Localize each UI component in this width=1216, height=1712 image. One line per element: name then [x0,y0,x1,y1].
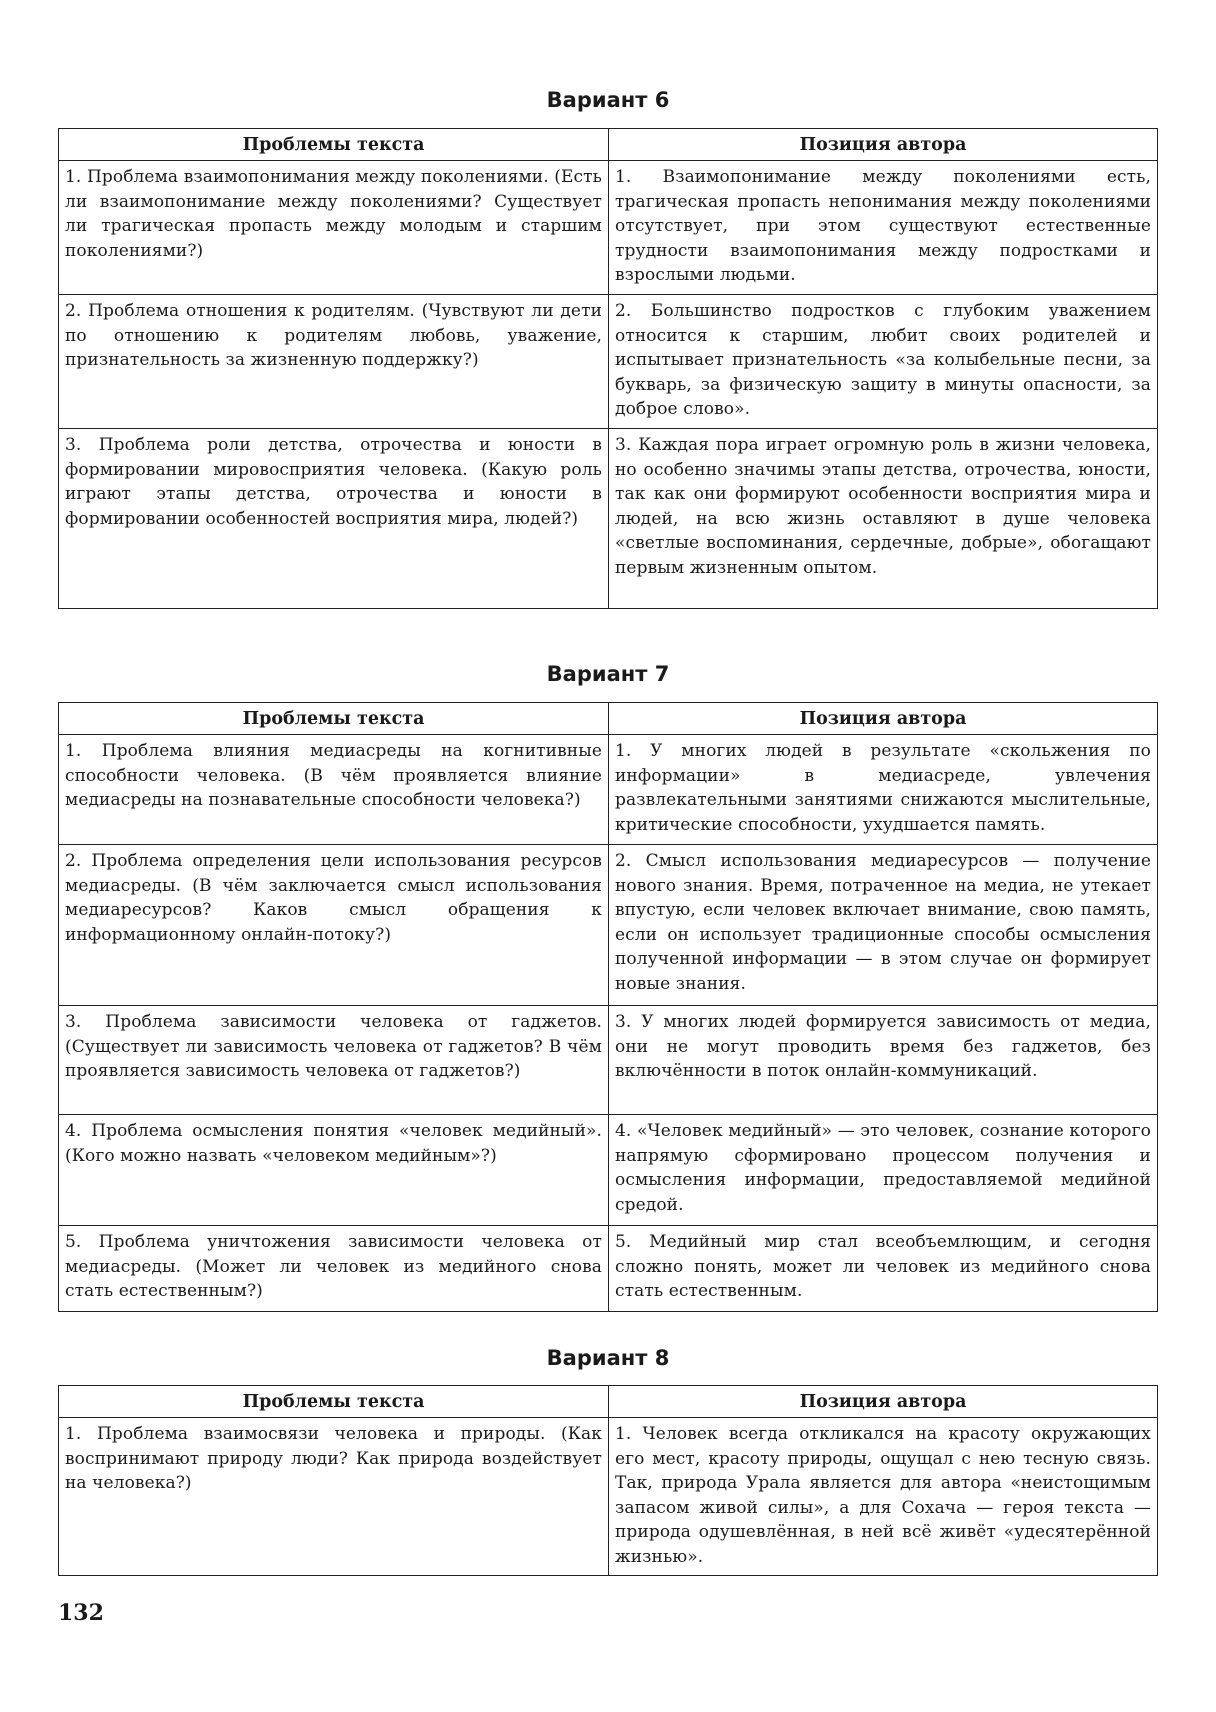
variant-8-title: Вариант 8 [546,1346,670,1370]
position-cell: 1. Человек всегда откликался на красоту окружающих его мест, красоту природы, ощущал с нею тесную связь. Так, природа Урала является для автора «неистощимым запасом живой силы», а для Сохача — героя текста — природа одушевлённая, в ней всё живёт «удесятерённой жизнью». [609,1418,1158,1576]
problem-cell: 2. Проблема отношения к родителям. (Чувствуют ли дети по отношению к родителям любовь, уважение, признательность за жизненную поддержку?) [59,295,609,429]
column-header-problems: Проблемы текста [59,703,609,735]
table-header-row [59,129,1158,161]
variant-7-title: Вариант 7 [546,662,670,686]
table-row [59,735,1158,845]
table-row [59,161,1158,295]
position-cell: 3. У многих людей формируется зависимость от медиа, они не могут проводить время без гаджетов, без включённости в поток онлайн-коммуникаций. [609,1006,1158,1115]
position-cell: 4. «Человек медийный» — это человек, сознание которого напрямую сформировано процессом получения и осмысления информации, предоставляемой медийной средой. [609,1115,1158,1226]
position-cell: 2. Большинство подростков с глубоким уважением относится к старшим, любит своих родителей и испытывает признательность «за колыбельные песни, за букварь, за физическую защиту в минуты опасности, за доброе слово». [609,295,1158,429]
variant-8-table [58,1385,1158,1576]
position-cell: 5. Медийный мир стал всеобъемлющим, и сегодня сложно понять, может ли человек из медийного снова стать естественным. [609,1226,1158,1312]
table-row [59,1418,1158,1576]
problem-cell: 3. Проблема зависимости человека от гаджетов. (Существует ли зависимость человека от гаджетов? В чём проявляется зависимость человека от гаджетов?) [59,1006,609,1115]
table-row [59,845,1158,1006]
page-number: 132 [58,1600,104,1626]
variant-6-title: Вариант 6 [546,88,670,112]
problem-cell: 1. Проблема взаимопонимания между поколениями. (Есть ли взаимопонимание между поколениями? Существует ли трагическая пропасть между молодым и старшим поколениями?) [59,161,609,295]
column-header-problems: Проблемы текста [59,129,609,161]
table-header-row [59,703,1158,735]
problem-cell: 4. Проблема осмысления понятия «человек медийный». (Кого можно назвать «человеком медийным»?) [59,1115,609,1226]
problem-cell: 3. Проблема роли детства, отрочества и юности в формировании мировосприятия человека. (Какую роль играют этапы детства, отрочества и юности в формировании особенностей восприятия мира, людей?) [59,429,609,609]
problem-cell: 1. Проблема влияния медиасреды на когнитивные способности человека. (В чём проявляется влияние медиасреды на познавательные способности человека?) [59,735,609,845]
variant-6-table [58,128,1158,609]
position-cell: 1. У многих людей в результате «скольжения по информации» в медиасреде, увлечения развлекательными занятиями снижаются мыслительные, критические способности, ухудшается память. [609,735,1158,845]
position-cell: 3. Каждая пора играет огромную роль в жизни человека, но особенно значимы этапы детства, отрочества, юности, так как они формируют особенности восприятия мира и людей, на всю жизнь оставляют в душе человека «светлые воспоминания, сердечные, добрые», обогащают первым жизненным опытом. [609,429,1158,609]
table-row [59,1226,1158,1312]
table-row [59,295,1158,429]
table-header-row [59,1386,1158,1418]
position-cell: 1. Взаимопонимание между поколениями есть, трагическая пропасть непонимания между поколениями отсутствует, при этом существуют естественные трудности взаимопонимания между подростками и взрослыми людьми. [609,161,1158,295]
column-header-problems: Проблемы текста [59,1386,609,1418]
column-header-position: Позиция автора [609,1386,1158,1418]
variant-7-table [58,702,1158,1312]
problem-cell: 1. Проблема взаимосвязи человека и природы. (Как воспринимают природу люди? Как природа воздействует на человека?) [59,1418,609,1576]
problem-cell: 2. Проблема определения цели использования ресурсов медиасреды. (В чём заключается смысл использования медиаресурсов? Каков смысл обращения к информационному онлайн-потоку?) [59,845,609,1006]
problem-cell: 5. Проблема уничтожения зависимости человека от медиасреды. (Может ли человек из медийного снова стать естественным?) [59,1226,609,1312]
column-header-position: Позиция автора [609,703,1158,735]
position-cell: 2. Смысл использования медиаресурсов — получение нового знания. Время, потраченное на медиа, не утекает впустую, если человек включает внимание, свою память, если он использует традиционные способы осмысления полученной информации — в этом случае он формирует новые знания. [609,845,1158,1006]
column-header-position: Позиция автора [609,129,1158,161]
table-row [59,1006,1158,1115]
table-row [59,429,1158,609]
table-row [59,1115,1158,1226]
